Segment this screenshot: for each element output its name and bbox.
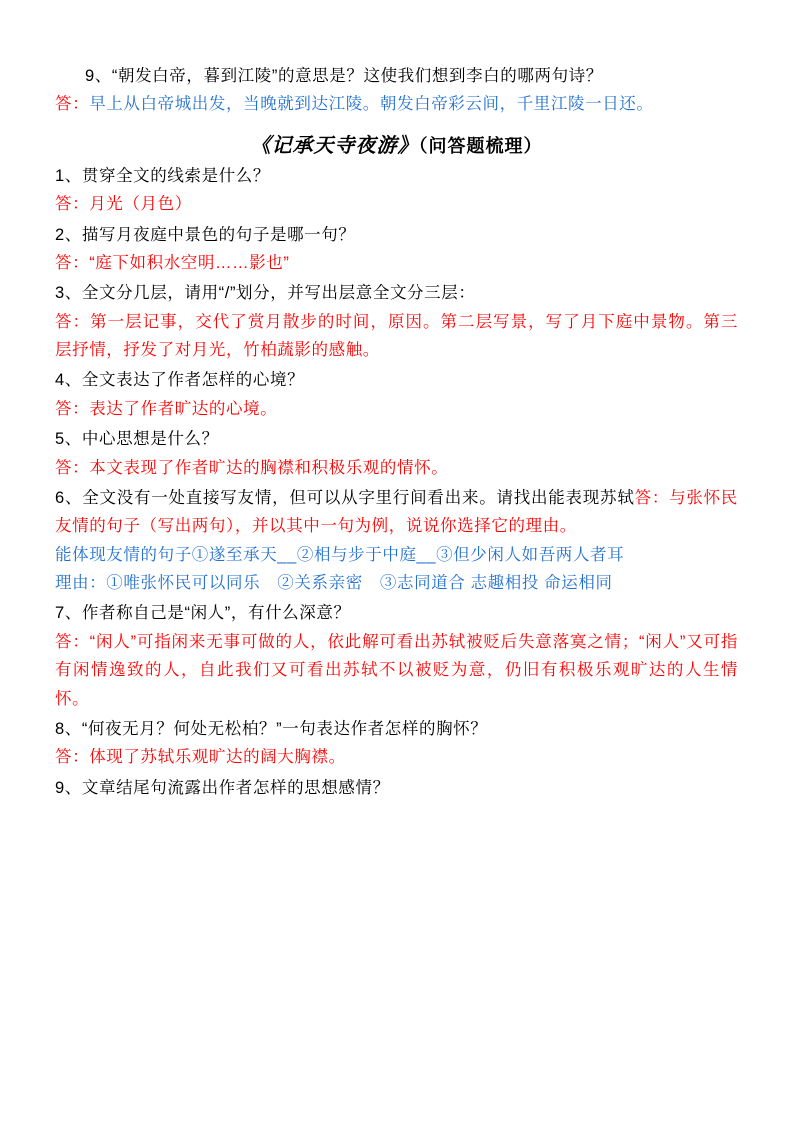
question-answer-merged-row [55, 484, 738, 541]
answer-row [55, 395, 738, 423]
qa-item-7 [55, 599, 738, 713]
title-sub: （问答题梳理） [418, 135, 543, 156]
qa-item-8 [55, 715, 738, 772]
question-text: 5、中心思想是什么？ [55, 430, 219, 449]
answer-label: 答： [55, 312, 91, 331]
answer-text: 第一层记事，交代了赏月散步的时间，原因。第二层写景，写了月下庭中景物。第三层抒情，抒发了对月光，竹柏蔬影的感触。 [55, 312, 739, 359]
answer-label: 答： [55, 632, 90, 651]
answer-supplement-line-2: 理由：①唯张怀民可以同乐 ②关系亲密 ③志同道合 志趣相投 命运相同 [55, 574, 613, 592]
top-question-block [55, 62, 738, 119]
title-main: 《记承天寺夜游》 [250, 134, 419, 157]
answer-label: 答： [55, 748, 90, 767]
qa-item-4 [55, 366, 738, 423]
answer-text: 本文表现了作者旷达的胸襟和积极乐观的情怀。 [89, 458, 449, 477]
answer-text: “闲人”可指闲来无事可做的人，依此解可看出苏轼被贬后失意落寞之情；“闲人”又可指有闲情逸致的人，自此我们又可看出苏轼不以被贬为意，仍旧有积极乐观旷达的人生情怀。 [55, 632, 738, 708]
question-text: 4、全文表达了作者怎样的心境？ [55, 371, 305, 390]
answer-supplement-line-1: 能体现友情的句子①遂至承天__②相与步于中庭__③但少闲人如吾两人者耳 [55, 545, 625, 564]
question-text: 8、“何夜无月？何处无松柏？”一句表达作者怎样的胸怀？ [55, 719, 488, 738]
question-text: 1、贯穿全文的线索是什么？ [55, 166, 270, 185]
answer-label: 答： [634, 488, 670, 507]
page-title [55, 129, 738, 158]
question-text: 6、全文没有一处直接写友情，但可以从字里行间看出来。请找出能表现苏轼 [55, 488, 635, 507]
qa-item-5 [55, 425, 738, 482]
answer-row [55, 628, 738, 713]
answer-label: 答： [55, 458, 90, 477]
answer-text: “庭下如积水空明……影也” [89, 253, 290, 272]
answer-label: 答： [55, 253, 90, 272]
answer-row [55, 454, 738, 482]
qa-item-9 [55, 774, 738, 802]
answer-text: 与张怀民友情的句子（写出两句），并以其中一句为例，说说你选择它的理由。 [55, 488, 739, 536]
question-text: 2、描写月夜庭中景色的句子是哪一句？ [55, 225, 356, 244]
answer-row [55, 249, 738, 277]
question-text: 9、文章结尾句流露出作者怎样的思想感情？ [55, 778, 390, 797]
question-text: 7、作者称自己是“闲人”，有什么深意？ [55, 604, 351, 623]
qa-item-2 [55, 221, 738, 278]
answer-label: 答： [55, 195, 90, 214]
answer-row [55, 190, 738, 218]
top-answer-label: 答： [55, 95, 90, 114]
top-question-text: 9、“朝发白帝，暮到江陵”的意思是？这使我们想到李白的哪两句诗？ [85, 67, 603, 85]
answer-row [55, 743, 738, 771]
qa-item-6 [55, 484, 738, 598]
answer-label: 答： [55, 399, 90, 418]
answer-row [55, 308, 738, 365]
answer-text: 体现了苏轼乐观旷达的阔大胸襟。 [89, 748, 346, 767]
top-answer-text: 早上从白帝城出发，当晚就到达江陵。朝发白帝彩云间，千里江陵一日还。 [89, 95, 654, 114]
qa-item-1 [55, 162, 738, 219]
top-answer-row [55, 90, 738, 118]
answer-text: 月光（月色） [89, 195, 192, 214]
qa-item-3 [55, 279, 738, 364]
question-text: 3、全文分几层，请用“/”划分，并写出层意全文分三层： [55, 284, 476, 303]
answer-text: 表达了作者旷达的心境。 [89, 399, 278, 418]
